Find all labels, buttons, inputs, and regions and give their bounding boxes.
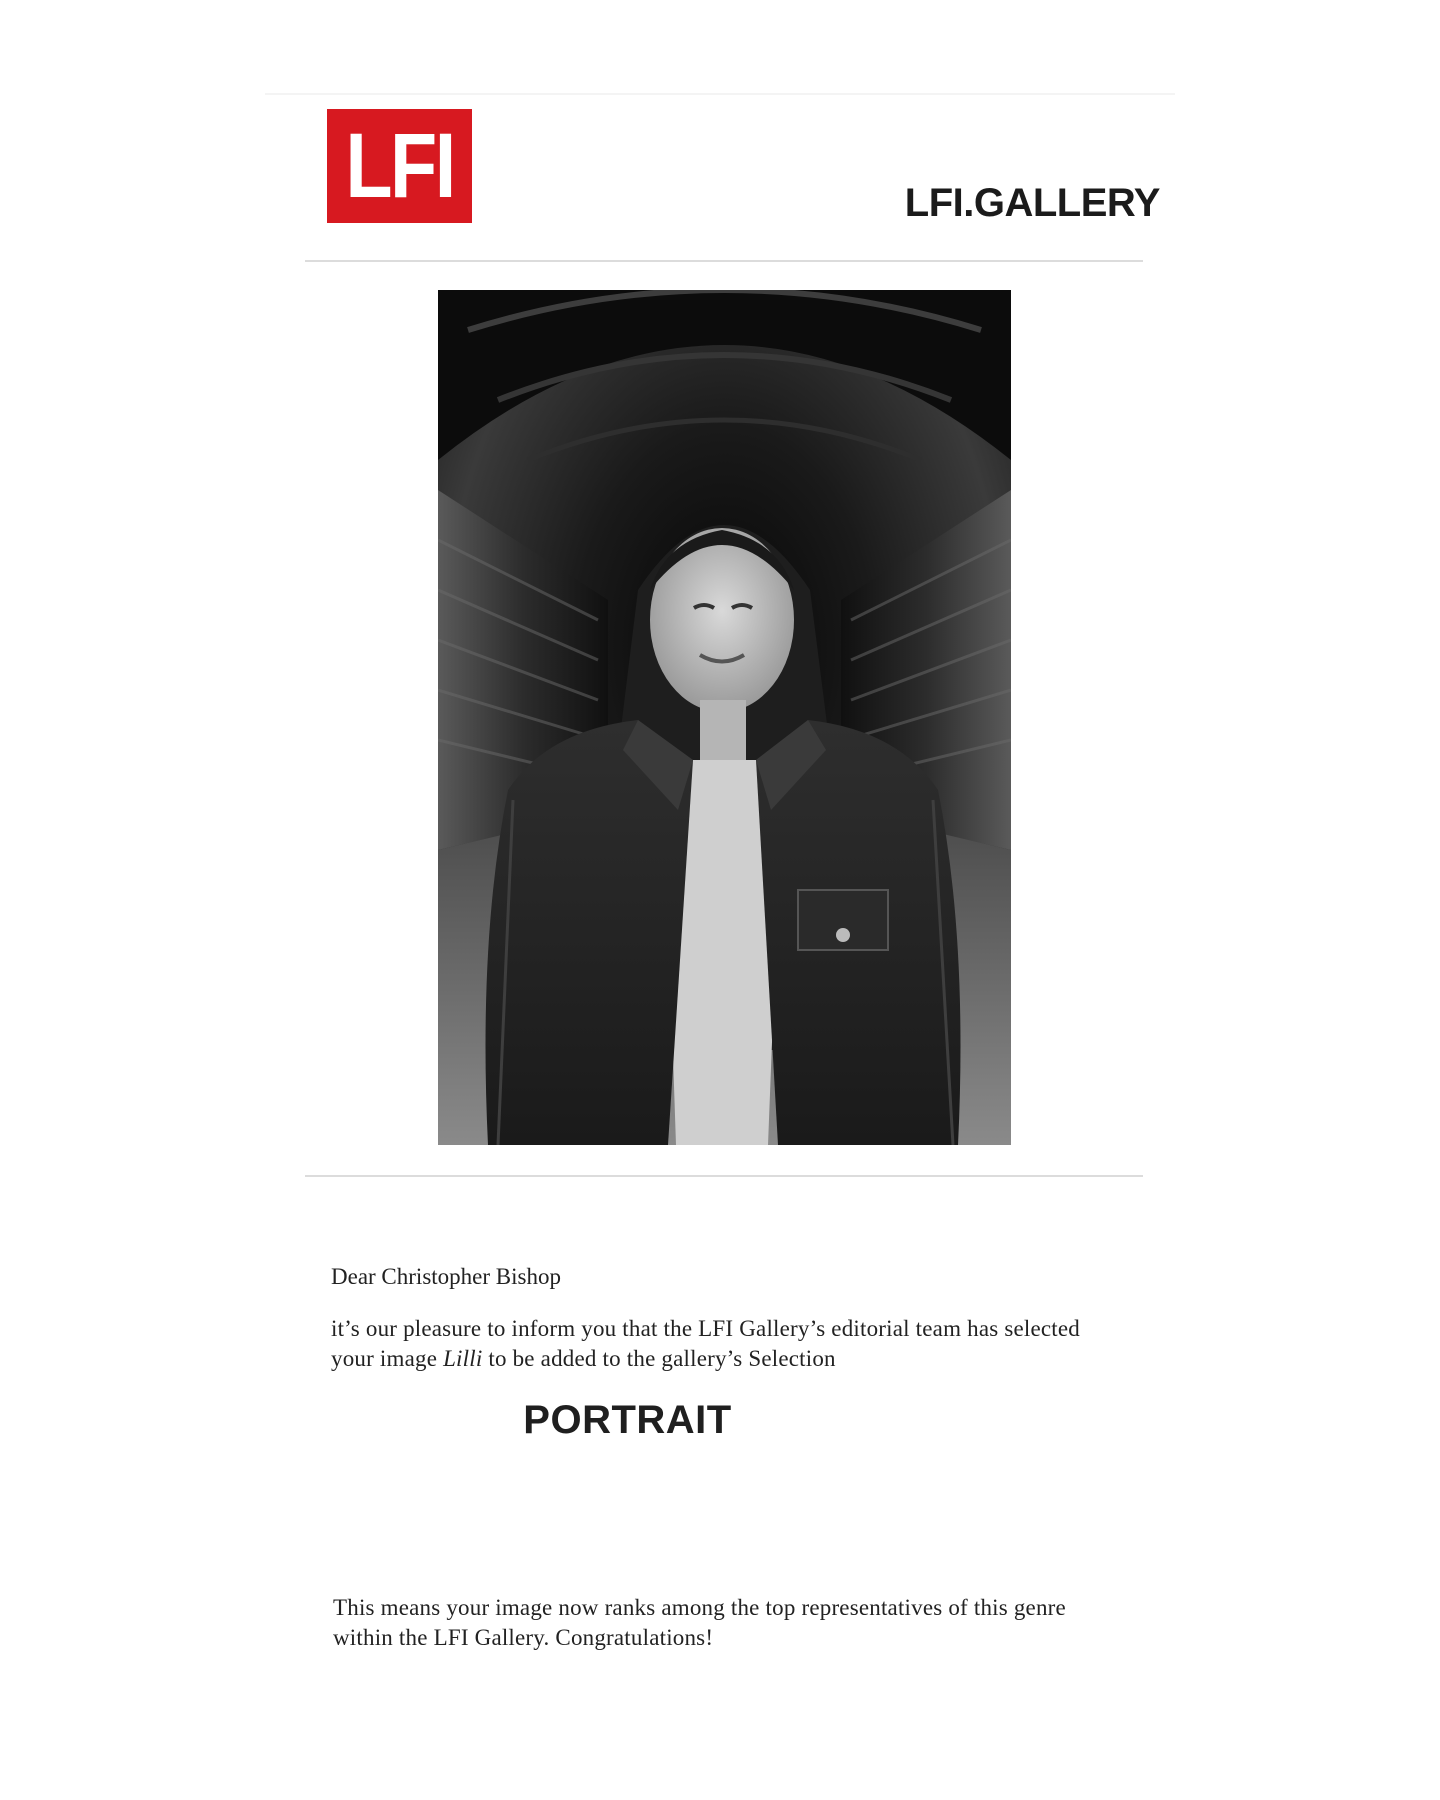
gallery-title: LFI.GALLERY [904, 181, 1160, 225]
greeting: Dear Christopher Bishop [331, 1264, 561, 1289]
message-before-title: it’s our pleasure to inform you that the LFI Gallery’s editorial team has selected your image [331, 1316, 1080, 1371]
selection-message [331, 1314, 1111, 1374]
bw-portrait-photo-icon [438, 290, 1011, 1145]
category-title: PORTRAIT [523, 1398, 732, 1442]
bottom-divider [305, 1175, 1143, 1177]
selected-photo [438, 290, 1011, 1145]
congratulations-text: This means your image now ranks among the top representatives of this genre within the LFI Gallery. Congratulations! [333, 1595, 1066, 1650]
message-after-title: to be added to the gallery’s Selection [482, 1346, 836, 1371]
image-title: Lilli [443, 1346, 483, 1371]
top-divider [305, 260, 1143, 262]
email-card [265, 95, 1175, 1650]
lfi-logo [327, 109, 472, 223]
lfi-logo-text: LFI [345, 115, 454, 217]
